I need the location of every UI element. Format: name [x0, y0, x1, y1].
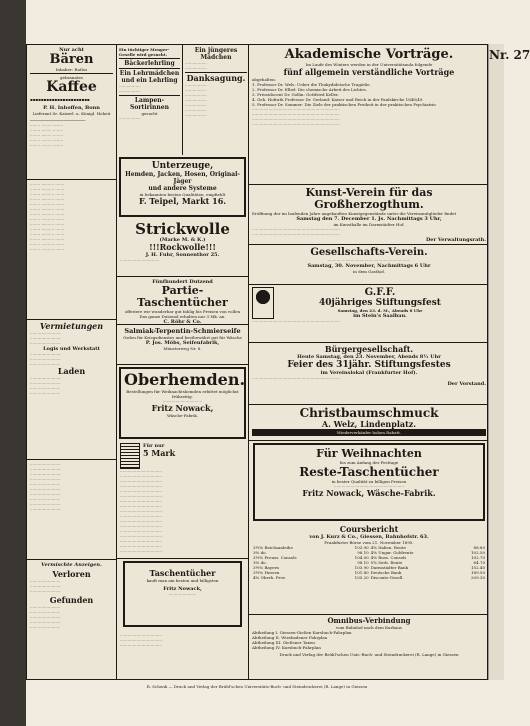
rate-cell: 98.10 — [357, 560, 369, 565]
rate-cell: 104.00 — [354, 555, 369, 560]
rate-cell: 4% Oberh. Prov. — [253, 575, 286, 580]
column-right — [249, 45, 489, 679]
rate-cell: 3% do. — [253, 560, 267, 565]
logis-title: Logis und Werkstatt — [43, 346, 100, 352]
column-left — [27, 45, 117, 679]
ad-lampen: Lampen-Sortirinnen — [130, 97, 169, 111]
buerger-title: Bürgergesellschaft. — [324, 344, 414, 354]
newspaper-page — [26, 44, 488, 680]
adjacent-page-number: Nr. 27 — [489, 48, 530, 62]
stiftungsfest: 40jähriges Stiftungsfest — [319, 298, 441, 308]
cours-firm: von J. Kurz & Co., Giessen, Bahnhofstr. 63. — [309, 534, 429, 540]
rate-cell: 102.70 — [471, 555, 485, 560]
teipel-sub: in bekannten besten Qualitäten, empfiehlt — [139, 192, 226, 197]
stift-date: Samstag, den 23. d. M., Abends 8 Uhr — [337, 308, 423, 313]
weih-nowack: Fritz Nowack, — [302, 488, 365, 498]
ad-stiftungsfest: G.F.F. 40jähriges Stiftungsfest Samstag, den 23. d. M., Abends 8 Uhr im Stein's Saalbau. ····································································· — [249, 285, 489, 343]
rate-cell: 103.90 — [354, 545, 369, 550]
akad-sub1: Im Laufe des Winters werden in der Universitätsaula folgende — [305, 62, 433, 67]
ad-kunstverein: Kunst-Verein für das Großherzogthum. Eröffnung der im laufenden Jahre angekauften Kunstgegenstände unter die Vereinsmitglieder findet Samstag den 7. December 1. Js. Nachmittags 3 Uhr, im Kunsthalle im Darmstädter Hof. ····································································· ····································································· Der Verwaltungsrath. — [249, 185, 489, 245]
ad-danksagung: Danksagung. — [186, 73, 246, 83]
akad-title: Akademische Vorträge. — [284, 47, 454, 62]
gefe: G.F.F. — [364, 287, 396, 298]
verein: im Vereinslokal (Frankfurter Hof). — [320, 370, 418, 376]
page-footer: R. Schenk — Druck und Verlag der Brühl'schen Universitäts-Buch- und Steindruckerei (R. Lange) in Giessen — [146, 684, 368, 689]
ad-gesellschaft: Gesellschafts-Verein. ································································· Samstag, 30. November, Nachmittags 6 Uhr in dem Gasthof. — [249, 245, 489, 285]
rate-cell: 4% Ungar. Goldrente — [370, 550, 414, 555]
ad-strickwolle: Strickwolle (Marke M. & K.) !!!Rockwolle!!! J. H. Fuhr, Sonnenthor 25. ······························· — [117, 219, 248, 277]
oberhemden-nowack-sub: Wäsche-Fabrik. — [166, 413, 199, 418]
baeren-name: Bären — [49, 52, 94, 67]
welz-addr: Lindenplatz. — [360, 419, 417, 429]
rate-cell: 101.80 — [354, 570, 369, 575]
rate-cell: Disconto-Gesell. — [370, 575, 404, 580]
buerger-date: Heute Samstag, den 23. November, Abends 8½ Uhr — [297, 354, 441, 360]
vermietungen-title: Vermietungen — [39, 321, 104, 331]
christbaum-title: Christbaumschmuck — [299, 406, 439, 420]
teipel-title3: und andere Systeme — [148, 185, 217, 192]
rate-cell: 3½% Reichsanleihe — [253, 545, 293, 550]
rate-row — [252, 575, 486, 580]
adjacent-page-edge — [488, 44, 530, 680]
wiederverkaeufer: Wiederverkäufer hohen Rabatt. — [252, 429, 486, 436]
cours-title: Coursbericht — [339, 524, 399, 534]
omnibus-sub: vom Bahnhof nach dem Kurhaus — [336, 625, 402, 630]
akad-sub2: fünf allgemein verständliche Vorträge — [283, 67, 455, 77]
gesell-date: Samstag, 30. November, Nachmittags 6 Uhr — [307, 263, 431, 269]
rate-cell: 189.50 — [471, 570, 485, 575]
lecture-item: 1. Professor Dr. Wels: Ueber die Thukydideische Tragödie. — [252, 82, 371, 87]
omnibus-list — [252, 630, 486, 650]
ad-oberhemden: Oberhemden. Bestellungen für Weihnachtshemden erbittet möglichst frühzeitig. ······························· Fritz Nowack, Wäsche-Fabrik. — [119, 367, 246, 439]
ad-lehrmaedchen: Ein Lehrmädchen und ein Lehrling — [119, 70, 180, 84]
gesell-place: in dem Gasthof. — [353, 269, 385, 274]
rate-cell: 105.20 — [354, 575, 369, 580]
section-omnibus — [249, 615, 489, 681]
rates-table — [252, 545, 486, 580]
kaffee-sub: gebranntes — [60, 75, 83, 80]
teipel-title1: Unterzeuge, — [151, 161, 214, 171]
rate-cell: 3% do. — [253, 550, 267, 555]
partie-title: Partie-Taschentücher — [137, 284, 228, 309]
fuhr-name: J. H. Fuhr, — [145, 252, 175, 258]
teipel-addr: Markt 16. — [181, 196, 227, 206]
fuer-nur: Für nur — [143, 443, 165, 449]
small-ads-left: Ein tüchtiger Menger-Geselle wird gesucht. Bäckerlehrling Ein Lehrmädchen und ein Lehrling ················· ················· Lampen-Sortirinnen gesucht ················· — [117, 45, 183, 155]
rate-cell: 209.30 — [471, 575, 485, 580]
ad-lampen-sub: gesucht — [141, 111, 158, 116]
omnibus-title: Omnibus-Verbindung — [327, 616, 411, 625]
druck: Druck und Verlag der Brühl'schen Univ.-Buch- und Steindruckerei (R. Lange) in Giessen — [279, 652, 459, 657]
ad-salmiak — [117, 325, 248, 365]
section-vermietungen: Vermietungen ························ ························ ························ Logis und Werkstatt ························ ························ ························ Laden ························ ························ ························ ························ — [27, 320, 116, 460]
kaffee-heading: Kaffee — [46, 79, 97, 95]
vermischte-title: Vermischte Anzeigen. — [41, 562, 102, 568]
baeren-top: Nur acht — [59, 47, 84, 53]
kunstverein-title: Kunst-Verein für das Großherzogthum. — [305, 186, 433, 211]
gesellschaft-title: Gesellschafts-Verein. — [310, 247, 428, 258]
rate-cell: Deutsche Bank — [370, 570, 402, 575]
feier: Feier des 31jähr. Stiftungsfestes — [287, 360, 451, 370]
ad-christbaum — [249, 405, 489, 441]
welz-name: A. Welz, — [321, 419, 358, 429]
pfh-name: P. H. Inhoffen, Bonn — [43, 105, 100, 111]
salmiak-title: Salmiak-Terpentin-Schmierseife — [124, 327, 241, 335]
oberhemden-nowack: Fritz Nowack, — [151, 403, 214, 413]
moebs-sub: Seifenfabrik, — [182, 340, 220, 346]
rosa-name: C. Röhr & Co. — [163, 319, 202, 325]
rate-cell: 102.50 — [471, 550, 485, 555]
banner-illustration — [252, 287, 274, 319]
ad-baeren: Nur acht Bären Inhaber: Ratlos gebranntes Kaffee ▪▪▪▪▪▪▪▪▪▪▪▪▪▪▪▪▪▪▪▪▪▪ P. H. Inhoffen, Bonn Lieferant Sr. Kaiserl. u. Königl. Hoheit ─────────────────────── ········ ········ ········ ········ ········ ········ ········ ········ ········ ········ ········ ········ ········ ········ ········ — [27, 45, 116, 180]
lecture-item: 4. Geh. Hofrath Professor Dr. Gerland: Kaiser und Reich in der Paulskirche 1848/49. — [252, 97, 424, 102]
oberhemden-title: Oberhemden. — [124, 370, 246, 389]
partie-sub: offeriere wir wonderbar gut fahlig bis Preisen von vollen — [124, 309, 241, 314]
omnibus-item: Abtheilung I. Giessen-Gießen Kursbuch-Fahrplan — [252, 630, 352, 635]
baeren-sub: Inhaber: Ratlos — [55, 67, 88, 72]
weih-nowack-sub: Wäsche-Fabrik. — [366, 488, 436, 498]
rate-cell: 3½% Hessen — [253, 570, 280, 575]
small-ads-right: Ein jüngeres Mädchen ················· ················· Danksagung. ················· ················· ················· ················· ················· ················· ················· — [185, 47, 246, 118]
ad-juengeres: Ein jüngeres Mädchen — [194, 47, 238, 61]
rate-cell: 103.90 — [354, 565, 369, 570]
lecture-list — [252, 82, 486, 107]
rate-cell: 4% Russ. Consols — [370, 555, 407, 560]
kunst-place: im Kunsthalle im Darmstädter Hof. — [333, 222, 405, 227]
rate-cell: 4% Italien. Rente — [370, 545, 406, 550]
omnibus-item: Abtheilung III. Gießener Taxen — [252, 640, 315, 645]
col2-bottom: ································· ································· ································· — [120, 633, 162, 648]
omnibus-item: Abtheilung IV. Kursbuch-Fahrplan — [252, 645, 321, 650]
salmiak-sub: Orden für Kriegsdienstes und bestbewährt gut für Wäsche — [123, 335, 242, 340]
teipel-name: F. Teipel, — [138, 196, 180, 206]
pfh-sub: Lieferant Sr. Kaiserl. u. Königl. Hoheit — [32, 111, 111, 116]
rate-cell: Darmstädter Bank — [370, 565, 409, 570]
fuhr-addr: Sonnenthor 25. — [175, 252, 220, 258]
rate-cell: 88.80 — [473, 545, 485, 550]
ad-partie — [117, 277, 248, 325]
ad-buerger: Bürgergesellschaft. Heute Samstag, den 23. November, Abends 8½ Uhr Feier des 31jähr. Stiftungsfestes im Vereinslokal (Frankfurter Hof). ····································································· Der Vorstand. — [249, 343, 489, 405]
oberhemden-sub: Bestellungen für Weihnachtshemden erbittet möglichst frühzeitig. — [126, 389, 239, 399]
section-list: ········ ·········· ······· ········ ·········· ······· ········ ·········· ······· ········ ·········· ······· ········ ·········· ······· ········ ·········· ······· ········ ·········· ······· ········ ·········· ······· ········ ·········· ······· ········ ·········· ······· ········ ·········· ······· ········ ·········· ······· ········ ·········· ······· ········ ·········· ······· — [27, 180, 116, 320]
reste-title: Reste-Taschentücher — [299, 465, 439, 479]
buerger-vorstand: Der Vorstand. — [447, 381, 486, 387]
taschentuecher-nowack: Fritz Nowack, — [163, 586, 202, 592]
fuenfhundert: Fünfhundert Dutzend — [152, 279, 213, 285]
strickwolle-title: Strickwolle — [135, 220, 230, 238]
scan-gutter — [0, 0, 26, 726]
ad-akademische: Akademische Vorträge. Im Laufe des Winters werden in der Universitätsaula folgende fünf allgemein verständliche Vorträge abgehalten: 1. Professor Dr. Wels: Ueber die Thukydideische Tragödie. 2. Professor Dr. Elbel: Die chemische Arbeit des Lichtes. 3. Privatdocent Dr. Gollin: Gottfried Keller. 4. Geh. Hofrath Professor Dr. Gerland: Kaiser und Reich in der Paulskirche 1848/49. 5. Professor Dr. Sommer: Die Ziele der praktischen Freiheit in der praktischen Psychiatrie. ····································································· ····································································· ····································································· ····································································· — [249, 45, 489, 185]
ad-baeckerlehrling: Bäckerlehrling — [124, 60, 175, 67]
rate-cell: 3½% Preuss. Consols — [253, 555, 297, 560]
column-middle — [117, 45, 249, 679]
ad-taschentuecher: Taschentücher kauft man am besten und billigsten Fritz Nowack, ······················ — [123, 561, 242, 627]
akad-sub3: abgehalten: — [252, 77, 277, 82]
box-illustration — [120, 443, 140, 469]
moebs-name: P. Jos. Möbs, — [145, 340, 182, 346]
stift-place: im Stein's Saalbau. — [353, 313, 407, 319]
lecture-item: 2. Professor Dr. Elbel: Die chemische Arbeit des Lichtes. — [252, 87, 367, 92]
kunst-vorstand: Der Verwaltungsrath. — [425, 237, 486, 243]
weihnachten-title: Für Weihnachten — [316, 447, 422, 460]
ad-weihnachten: Für Weihnachten bis zum Anfang der Festtage Reste-Taschentücher in bester Qualität zu billigen Preisen ······················································· Fritz Nowack, Wäsche-Fabrik. — [253, 443, 485, 521]
cours-date: Frankfurter Börse vom 21. November 1895. — [324, 540, 414, 545]
taschentuecher-sub: kauft man am besten und billigsten — [146, 578, 219, 583]
strickwolle-sub: (Marke M. & K.) — [159, 237, 206, 243]
kunst-sub: Eröffnung der im laufenden Jahre angekauften Kunstgegenstände unter die Vereinsmitglieder findet — [252, 211, 457, 216]
verloren-title: Verloren — [52, 569, 91, 579]
rate-cell: 64.70 — [473, 560, 485, 565]
lecture-item: 3. Privatdocent Dr. Gollin: Gottfried Keller. — [252, 92, 339, 97]
weihnachten-sub: bis zum Anfang der Festtage — [339, 460, 399, 465]
partie-price: Das ganze Dutzend erhalten nur 3 Mk. an. — [139, 314, 226, 319]
section-vermischte: Vermischte Anzeigen. Verloren ························ ························ ························ Gefunden ························ ························ ························ ························ ························ — [27, 560, 116, 681]
ad-fuer-nur: Für nur 5 Mark ································· ································· ································· ································· ································· ································· ································· ································· ································· ································· ································· ································· ································· ································· ································· ································· ································· — [117, 441, 248, 559]
teipel-title2: Hemden, Jacken, Hosen, Original-Jäger — [125, 171, 240, 185]
rate-cell: 98.10 — [357, 550, 369, 555]
reste-sub: in bester Qualität zu billigen Preisen — [331, 479, 407, 484]
rate-cell: 152.40 — [471, 565, 485, 570]
fuer-nur-price: 5 Mark — [143, 448, 176, 458]
moebs-addr: Münsterweg Nr. 8. — [163, 346, 202, 351]
ad-teipel — [119, 157, 246, 217]
taschentuecher-title: Taschentücher — [149, 568, 216, 578]
kunst-date: Samstag den 7. December 1. Js. Nachmittags 3 Uhr, — [296, 216, 442, 222]
rate-cell: 5% Serb. Rente — [370, 560, 403, 565]
omnibus-item: Abtheilung II. Wiesbadener Fahrplan — [252, 635, 328, 640]
laden-title: Laden — [57, 366, 86, 376]
lecture-item: 5. Professor Dr. Sommer: Die Ziele der praktischen Freiheit in der praktischen Psychiatrie. — [252, 102, 438, 107]
section-coursbericht — [249, 523, 489, 615]
rate-cell: 3½% Bayern — [253, 565, 279, 570]
rockwolle: !!!Rockwolle!!! — [149, 242, 216, 252]
ad-mengerbeck: Ein tüchtiger Menger-Geselle wird gesucht. — [119, 47, 170, 57]
section-rentals-more: ························ ························ ························ ························ ························ ························ ························ ························ ························ ························ — [27, 460, 116, 560]
gefunden-title: Gefunden — [49, 595, 94, 605]
